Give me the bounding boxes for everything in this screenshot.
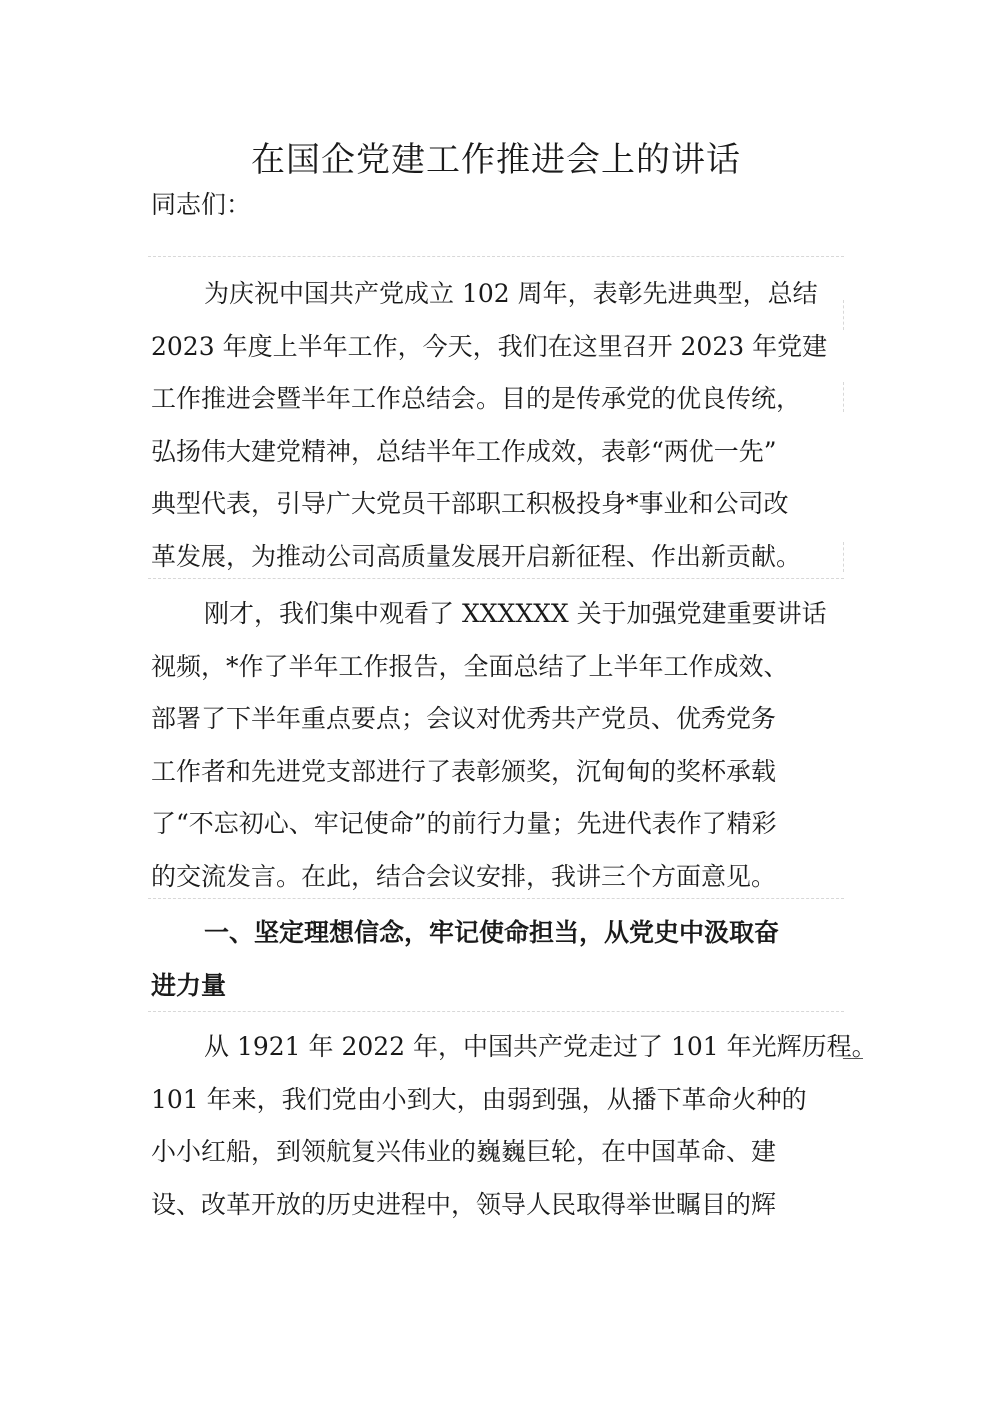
paragraph-line: 了“不忘初心、牢记使命”的前行力量；先进代表作了精彩: [151, 809, 777, 838]
document-title: 在国企党建工作推进会上的讲话: [251, 140, 741, 180]
paragraph-line: 的交流发言。在此，结合会议安排，我讲三个方面意见。: [151, 861, 777, 891]
line-end-mark: [843, 1058, 863, 1059]
paragraph-line: 视频，*作了半年工作报告，全面总结了上半年工作成效、: [151, 651, 789, 681]
paragraph-line: 革发展，为推动公司高质量发展开启新征程、作出新贡献。: [151, 541, 802, 571]
paragraph-history: [151, 1021, 877, 1231]
paragraph-divider: [148, 578, 844, 579]
section-heading: [151, 907, 851, 1012]
paragraph-line: 工作推进会暨半年工作总结会。目的是传承党的优良传统，: [151, 384, 802, 413]
margin-guide: [843, 542, 844, 572]
paragraph-line: 为庆祝中国共产党成立 102 周年，表彰先进典型，总结: [204, 279, 818, 308]
paragraph-line: 小小红船，到领航复兴伟业的巍巍巨轮，在中国革命、建: [151, 1137, 777, 1166]
heading-line: 进力量: [151, 970, 227, 1000]
paragraph-divider: [148, 1011, 844, 1012]
heading-line: 一、坚定理想信念，牢记使命担当，从党史中汲取奋: [204, 918, 780, 947]
paragraph-line: 工作者和先进党支部进行了表彰颁奖，沉甸甸的奖杯承载: [151, 756, 777, 786]
paragraph-review: [151, 588, 851, 903]
paragraph-intro: [151, 268, 851, 583]
paragraph-line: 设、改革开放的历史进程中，领导人民取得举世瞩目的辉: [151, 1189, 777, 1219]
margin-guide: [843, 382, 844, 412]
paragraph-line: 刚才，我们集中观看了 XXXXXX 关于加强党建重要讲话: [204, 599, 827, 628]
paragraph-line: 2023 年度上半年工作，今天，我们在这里召开 2023 年党建: [151, 331, 828, 361]
paragraph-line: 从 1921 年 2022 年，中国共产党走过了 101 年光辉历程。: [204, 1032, 877, 1061]
paragraph-line: 典型代表，引导广大党员干部职工积极投身*事业和公司改: [151, 489, 789, 518]
paragraph-divider: [148, 898, 844, 899]
paragraph-line: 101 年来，我们党由小到大，由弱到强，从播下革命火种的: [151, 1084, 807, 1114]
paragraph-divider: [148, 256, 844, 257]
margin-guide: [843, 300, 844, 330]
paragraph-line: 弘扬伟大建党精神，总结半年工作成效，表彰“两优一先”: [151, 436, 777, 466]
salutation: 同志们：: [151, 190, 252, 219]
paragraph-line: 部署了下半年重点要点；会议对优秀共产党员、优秀党务: [151, 704, 777, 733]
